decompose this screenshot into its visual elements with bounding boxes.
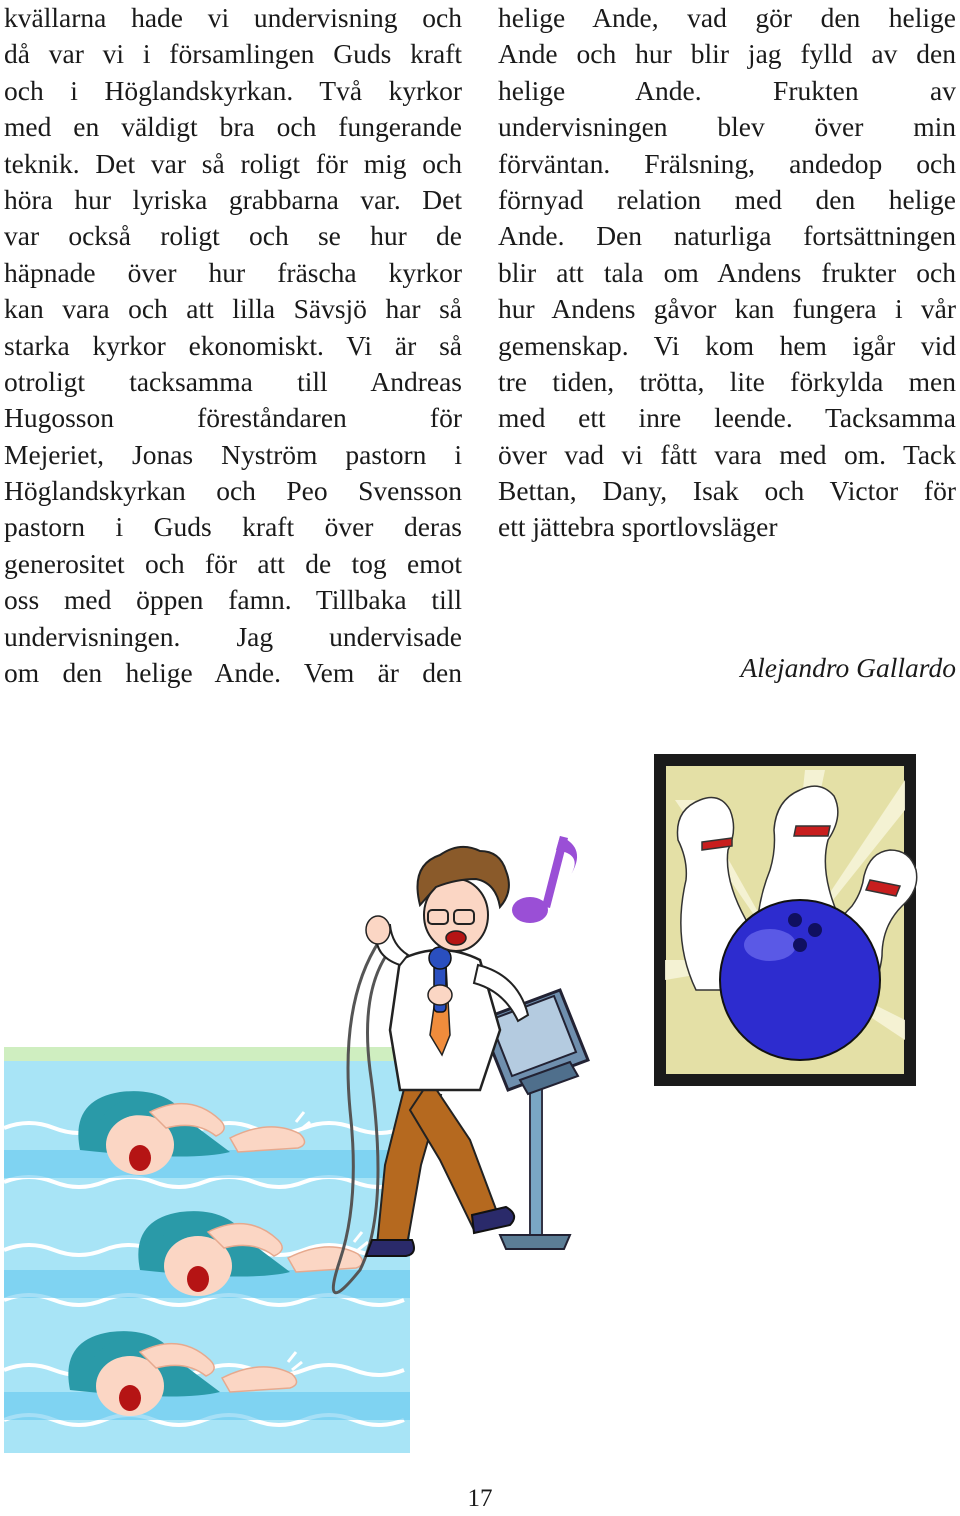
text-line: om den helige Ande. Vem är den	[4, 657, 462, 689]
page-number: 17	[467, 1485, 493, 1512]
text-line: otroligt tacksamma till Andreas	[4, 365, 462, 397]
text-line: starka kyrkor ekonomiskt. Vi är så	[4, 329, 462, 361]
text-line: häpnade över hur fräscha kyrkor	[4, 256, 462, 288]
text-line: oss med öppen famn. Tillbaka till	[4, 584, 462, 616]
text-line: var också roligt och se hur de	[4, 220, 462, 252]
text-line: kvällarna hade vi undervisning och	[4, 2, 462, 33]
text-line: undervisningen. Jag undervisade	[4, 620, 462, 652]
text-line: Bettan, Dany, Isak och Victor för	[498, 475, 956, 507]
text-line: Ande och hur blir jag fylld av den	[498, 38, 956, 70]
text-line: generositet och för att de tog emot	[4, 547, 462, 579]
text-line: och i Höglandskyrkan. Två kyrkor	[4, 74, 462, 106]
text-line: över vad vi fått vara med om. Tack	[498, 438, 956, 470]
text-line: höra hur lyriska grabbarna var. Det	[4, 183, 462, 215]
text-line: gemenskap. Vi kom hem igår vid	[498, 329, 956, 361]
text-line: med en väldigt bra och fungerande	[4, 111, 462, 143]
text-line: Höglandskyrkan och Peo Svensson	[4, 475, 462, 507]
text-line: förnyad relation med den helige	[498, 183, 956, 215]
text-line: helige Ande, vad gör den helige	[498, 2, 956, 33]
text-line: hur Andens gåvor kan fungera i vår	[498, 293, 956, 325]
text-line: pastorn i Guds kraft över deras	[4, 511, 462, 543]
text-line: Mejeriet, Jonas Nyström pastorn i	[4, 438, 462, 470]
text-line: tre tiden, trötta, lite förkylda men	[498, 365, 956, 397]
text-line: förväntan. Frälsning, andedop och	[498, 147, 956, 179]
author-signature: Alejandro Gallardo	[740, 652, 956, 683]
bowling-pins-and-ball-icon	[654, 754, 917, 1086]
text-line: Ande. Den naturliga fortsättningen	[498, 220, 956, 252]
text-line: Hugosson föreståndaren för	[4, 402, 462, 434]
text-line: då var vi i församlingen Guds kraft	[4, 38, 462, 70]
text-line: med ett inre leende. Tacksamma	[498, 402, 956, 434]
text-line: blir att tala om Andens frukter och	[498, 256, 956, 288]
text-line: teknik. Det var så roligt för mig och	[4, 147, 462, 179]
text-line: helige Ande. Frukten av	[498, 74, 956, 106]
text-line: undervisningen blev över min	[498, 111, 956, 143]
text-line: ett jättebra sportlovsläger	[498, 511, 778, 543]
text-line: kan vara och att lilla Sävsjö har så	[4, 293, 462, 325]
